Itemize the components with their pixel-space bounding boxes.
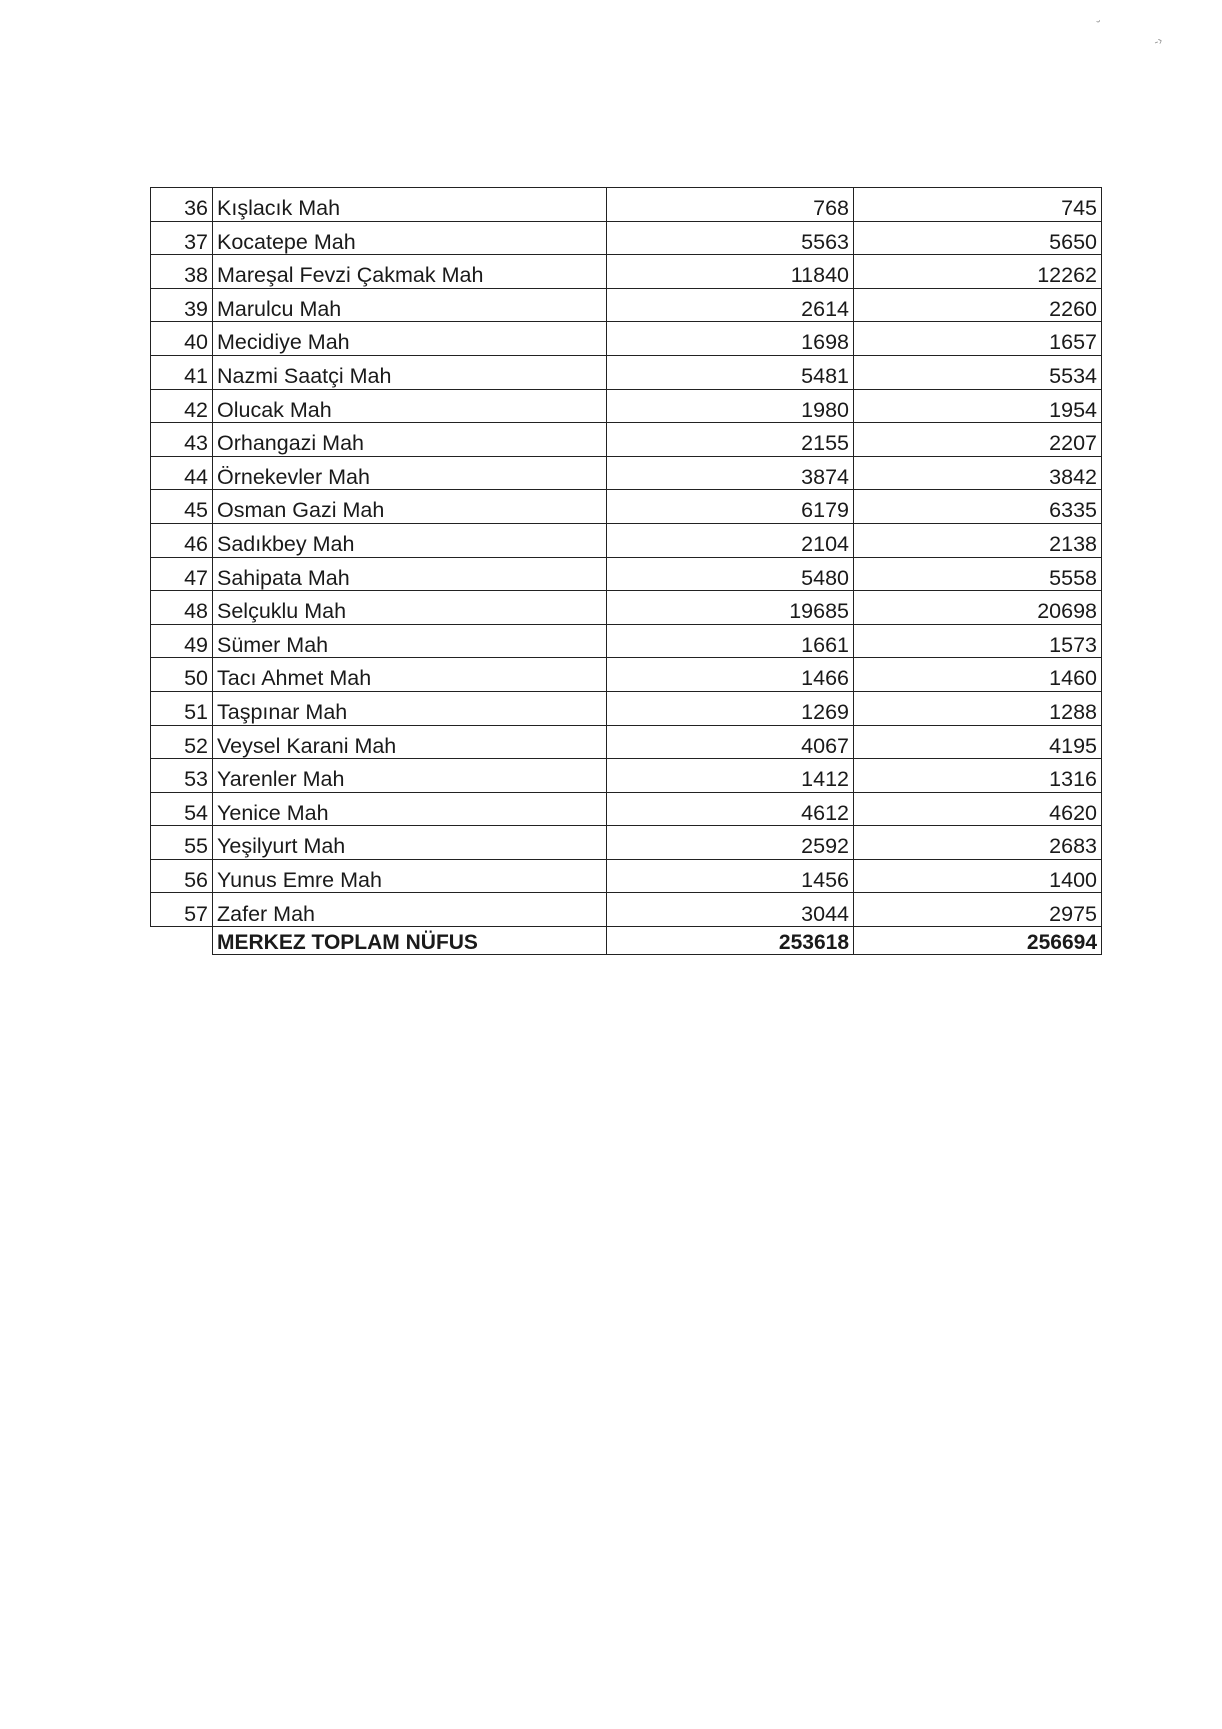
table-row — [151, 557, 1102, 591]
table-row — [151, 759, 1102, 793]
neighborhood-name: Örnekevler Mah — [213, 456, 607, 490]
neighborhood-name: Orhangazi Mah — [213, 423, 607, 457]
neighborhood-name: Selçuklu Mah — [213, 591, 607, 625]
population-value-2: 1954 — [854, 389, 1102, 423]
neighborhood-name: Taşpınar Mah — [213, 691, 607, 725]
row-number: 39 — [151, 288, 213, 322]
row-number: 44 — [151, 456, 213, 490]
table-row — [151, 523, 1102, 557]
population-value-1: 1269 — [607, 691, 854, 725]
row-number: 51 — [151, 691, 213, 725]
population-value-1: 2614 — [607, 288, 854, 322]
table-row — [151, 658, 1102, 692]
row-number: 50 — [151, 658, 213, 692]
neighborhood-name: Marulcu Mah — [213, 288, 607, 322]
population-value-2: 4620 — [854, 792, 1102, 826]
neighborhood-name: Osman Gazi Mah — [213, 490, 607, 524]
row-number: 40 — [151, 322, 213, 356]
population-value-2: 5650 — [854, 221, 1102, 255]
neighborhood-name: Mareşal Fevzi Çakmak Mah — [213, 255, 607, 289]
total-label: MERKEZ TOPLAM NÜFUS — [213, 927, 607, 955]
table-row — [151, 826, 1102, 860]
row-number: 42 — [151, 389, 213, 423]
table-row — [151, 490, 1102, 524]
population-value-1: 1980 — [607, 389, 854, 423]
population-value-2: 2683 — [854, 826, 1102, 860]
neighborhood-name: Sadıkbey Mah — [213, 523, 607, 557]
neighborhood-name: Yeşilyurt Mah — [213, 826, 607, 860]
row-number: 47 — [151, 557, 213, 591]
population-value-2: 5558 — [854, 557, 1102, 591]
row-number: 56 — [151, 859, 213, 893]
population-value-1: 11840 — [607, 255, 854, 289]
table-row — [151, 255, 1102, 289]
population-value-2: 1288 — [854, 691, 1102, 725]
population-value-1: 2155 — [607, 423, 854, 457]
row-number: 38 — [151, 255, 213, 289]
population-value-1: 1412 — [607, 759, 854, 793]
row-number: 45 — [151, 490, 213, 524]
table-row — [151, 691, 1102, 725]
table-row — [151, 221, 1102, 255]
total-row — [151, 927, 1102, 955]
population-value-2: 2138 — [854, 523, 1102, 557]
table-row — [151, 859, 1102, 893]
neighborhood-name: Yenice Mah — [213, 792, 607, 826]
population-value-1: 4067 — [607, 725, 854, 759]
table-row — [151, 423, 1102, 457]
population-value-2: 12262 — [854, 255, 1102, 289]
population-value-2: 5534 — [854, 355, 1102, 389]
table-row — [151, 893, 1102, 927]
population-value-2: 3842 — [854, 456, 1102, 490]
row-number: 46 — [151, 523, 213, 557]
population-value-1: 1466 — [607, 658, 854, 692]
row-number: 57 — [151, 893, 213, 927]
total-value-2: 256694 — [854, 927, 1102, 955]
neighborhood-name: Tacı Ahmet Mah — [213, 658, 607, 692]
neighborhood-name: Sahipata Mah — [213, 557, 607, 591]
population-value-2: 1460 — [854, 658, 1102, 692]
row-number: 43 — [151, 423, 213, 457]
table-row — [151, 725, 1102, 759]
neighborhood-name: Kocatepe Mah — [213, 221, 607, 255]
population-value-1: 1698 — [607, 322, 854, 356]
scan-mark: ˘ — [1095, 17, 1105, 33]
population-value-1: 5481 — [607, 355, 854, 389]
total-value-1: 253618 — [607, 927, 854, 955]
neighborhood-name: Olucak Mah — [213, 389, 607, 423]
table-row — [151, 792, 1102, 826]
table-row — [151, 188, 1102, 222]
row-number: 55 — [151, 826, 213, 860]
table-row — [151, 456, 1102, 490]
neighborhood-name: Yarenler Mah — [213, 759, 607, 793]
population-value-1: 3044 — [607, 893, 854, 927]
neighborhood-name: Kışlacık Mah — [213, 188, 607, 222]
neighborhood-name: Veysel Karani Mah — [213, 725, 607, 759]
table-row — [151, 389, 1102, 423]
population-value-1: 3874 — [607, 456, 854, 490]
neighborhood-name: Nazmi Saatçi Mah — [213, 355, 607, 389]
population-value-2: 1400 — [854, 859, 1102, 893]
population-value-1: 768 — [607, 188, 854, 222]
population-value-1: 1661 — [607, 624, 854, 658]
population-value-2: 1657 — [854, 322, 1102, 356]
population-value-2: 2975 — [854, 893, 1102, 927]
population-value-2: 745 — [854, 188, 1102, 222]
empty-cell — [151, 927, 213, 955]
population-value-2: 1316 — [854, 759, 1102, 793]
row-number: 53 — [151, 759, 213, 793]
population-value-1: 4612 — [607, 792, 854, 826]
neighborhood-name: Sümer Mah — [213, 624, 607, 658]
scan-mark: -› — [1151, 33, 1165, 49]
table-row — [151, 624, 1102, 658]
table-row — [151, 288, 1102, 322]
population-value-1: 2104 — [607, 523, 854, 557]
neighborhood-name: Mecidiye Mah — [213, 322, 607, 356]
population-table — [150, 187, 1102, 955]
population-value-2: 6335 — [854, 490, 1102, 524]
population-value-1: 19685 — [607, 591, 854, 625]
population-value-1: 6179 — [607, 490, 854, 524]
population-value-2: 2207 — [854, 423, 1102, 457]
row-number: 52 — [151, 725, 213, 759]
population-value-1: 5480 — [607, 557, 854, 591]
population-value-2: 4195 — [854, 725, 1102, 759]
population-value-1: 5563 — [607, 221, 854, 255]
neighborhood-name: Zafer Mah — [213, 893, 607, 927]
population-value-1: 2592 — [607, 826, 854, 860]
population-value-2: 1573 — [854, 624, 1102, 658]
row-number: 37 — [151, 221, 213, 255]
neighborhood-name: Yunus Emre Mah — [213, 859, 607, 893]
population-value-2: 2260 — [854, 288, 1102, 322]
row-number: 54 — [151, 792, 213, 826]
table-row — [151, 355, 1102, 389]
table-row — [151, 591, 1102, 625]
population-value-2: 20698 — [854, 591, 1102, 625]
row-number: 48 — [151, 591, 213, 625]
row-number: 41 — [151, 355, 213, 389]
population-value-1: 1456 — [607, 859, 854, 893]
table-row — [151, 322, 1102, 356]
row-number: 36 — [151, 188, 213, 222]
row-number: 49 — [151, 624, 213, 658]
